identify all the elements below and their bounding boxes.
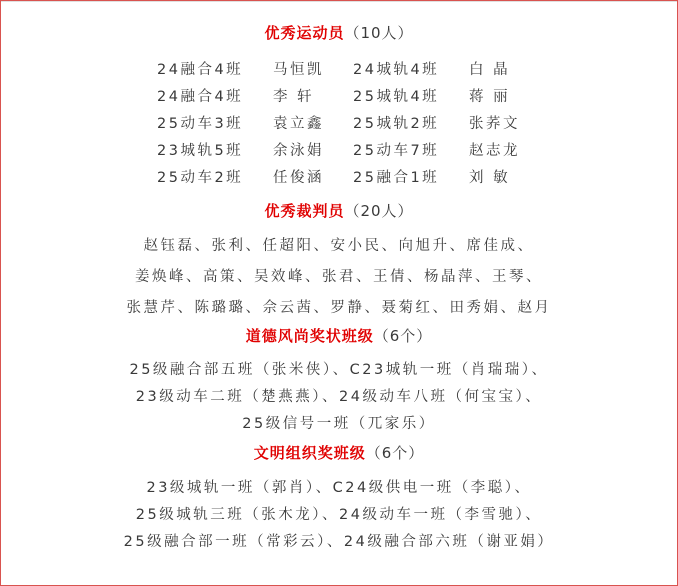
person-name: 任俊涵 xyxy=(273,170,324,186)
class-name: 25城轨4班 xyxy=(353,89,440,105)
table-row xyxy=(0,85,678,112)
person-name: 蒋 丽 xyxy=(469,89,511,105)
class-name: 24融合4班 xyxy=(157,62,244,78)
sportsmanship-list xyxy=(0,358,678,439)
list-item: 赵钰磊、张利、任超阳、安小民、向旭升、席佳成、 xyxy=(143,238,535,254)
list-item: 姜焕峰、高策、吴效峰、张君、王倩、杨晶萍、王琴、 xyxy=(135,269,543,285)
table-row xyxy=(0,166,678,193)
section-count: （6个） xyxy=(373,327,433,345)
list-item: 25级信号一班（兀家乐） xyxy=(242,416,436,432)
class-name: 25动车3班 xyxy=(157,116,244,132)
list-item: 25级融合部五班（张米侠）、C23城轨一班（肖瑞瑞）、 xyxy=(129,362,549,378)
list-item: 张慧芹、陈璐璐、佘云茜、罗静、聂菊红、田秀娟、赵月 xyxy=(126,300,552,316)
person-name: 刘 敏 xyxy=(469,170,511,186)
person-name: 余泳娟 xyxy=(273,143,324,159)
section-title-organization xyxy=(0,442,678,463)
section-heading: 优秀裁判员 xyxy=(264,202,345,220)
class-name: 25动车2班 xyxy=(157,170,244,186)
section-title-athletes xyxy=(0,22,678,43)
class-name: 25城轨2班 xyxy=(353,116,440,132)
section-count: （10人） xyxy=(344,24,414,42)
person-name: 赵志龙 xyxy=(469,143,520,159)
list-item: 23级城轨一班（郭肖）、C24级供电一班（李聪）、 xyxy=(146,480,532,496)
section-count: （20人） xyxy=(344,202,414,220)
table-row xyxy=(0,112,678,139)
person-name: 张荞文 xyxy=(469,116,520,132)
class-name: 25融合1班 xyxy=(353,170,440,186)
list-item: 25级城轨三班（张木龙）、24级动车一班（李雪驰）、 xyxy=(135,507,543,523)
table-row xyxy=(0,58,678,85)
section-title-referees xyxy=(0,200,678,221)
class-name: 24城轨4班 xyxy=(353,62,440,78)
person-name: 白 晶 xyxy=(469,62,511,78)
section-count: （6个） xyxy=(365,444,425,462)
person-name: 李 轩 xyxy=(273,89,315,105)
list-item: 23级动车二班（楚燕燕）、24级动车八班（何宝宝）、 xyxy=(135,389,543,405)
class-name: 25动车7班 xyxy=(353,143,440,159)
section-heading: 道德风尚奖状班级 xyxy=(245,327,374,345)
section-heading: 文明组织奖班级 xyxy=(253,444,366,462)
person-name: 马恒凯 xyxy=(273,62,324,78)
class-name: 24融合4班 xyxy=(157,89,244,105)
section-heading: 优秀运动员 xyxy=(264,24,345,42)
referees-list xyxy=(0,234,678,327)
athletes-table xyxy=(0,58,678,193)
list-item: 25级融合部一班（常彩云）、24级融合部六班（谢亚娟） xyxy=(123,534,555,550)
class-name: 23城轨5班 xyxy=(157,143,244,159)
person-name: 袁立鑫 xyxy=(273,116,324,132)
organization-list xyxy=(0,476,678,557)
table-row xyxy=(0,139,678,166)
section-title-sportsmanship xyxy=(0,325,678,346)
